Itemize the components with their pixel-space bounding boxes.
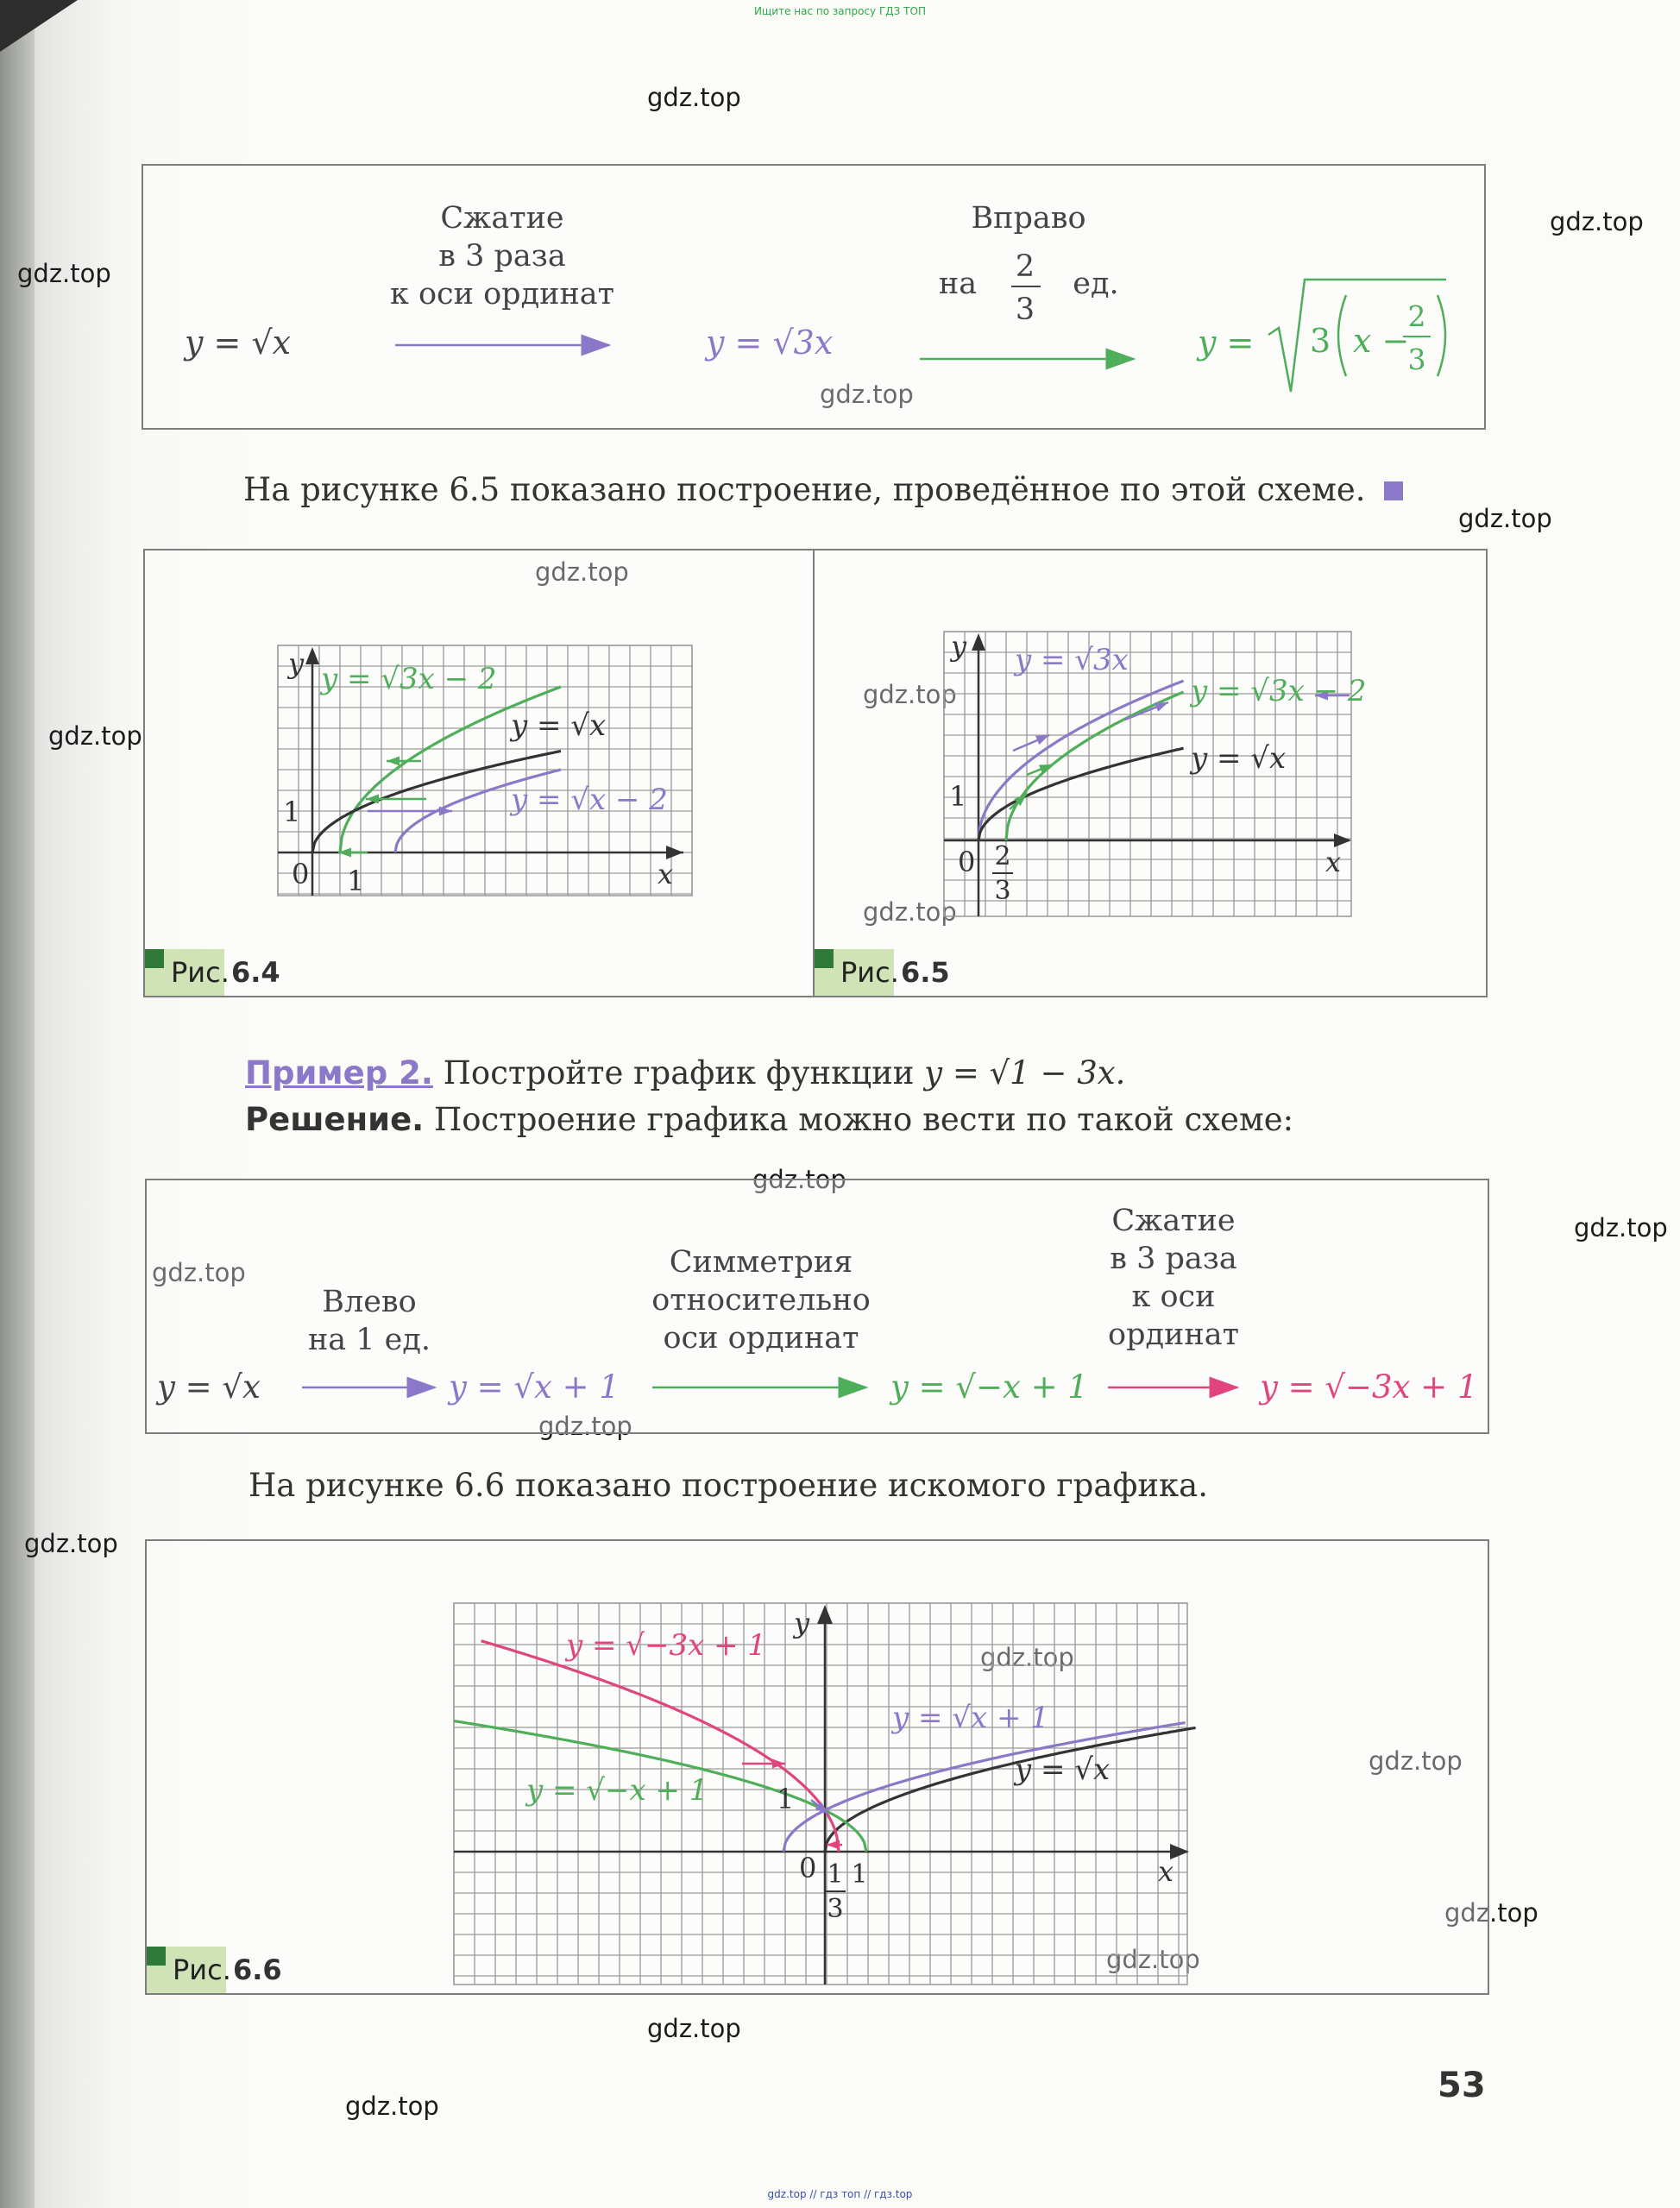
fig65-curve-black (978, 748, 1184, 840)
fig66-caption-pre: Рис. (173, 1953, 231, 1986)
figure-6-6-box (145, 1539, 1489, 1995)
watermark: gdz.top (152, 1258, 246, 1287)
watermark: gdz.top (863, 680, 957, 709)
scheme-1-box (142, 164, 1486, 430)
scheme2-step2-line3: оси ординат (663, 1321, 859, 1356)
fig64-caption-number: 6.4 (231, 956, 280, 989)
fig64-label-green: y = √3x − 2 (321, 662, 497, 696)
fig64-label-purple: y = √x − 2 (511, 783, 668, 817)
fig66-label-green: y = √−x + 1 (526, 1773, 708, 1808)
bottom-note: gdz.top // гдз топ // гдз.top (767, 2188, 913, 2200)
end-of-proof-marker (1384, 481, 1403, 500)
fig64-label-black: y = √x (511, 708, 607, 743)
fig66-label-purple: y = √x + 1 (892, 1701, 1049, 1735)
fig64-y-label: y (288, 647, 305, 680)
fig65-tick-num: 2 (994, 841, 1011, 871)
fig64-tick-y: 1 (283, 796, 301, 828)
example-formula: y = √1 − 3x. (924, 1054, 1126, 1091)
top-note: Ищите нас по запросу ГДЗ ТОП (754, 5, 926, 17)
watermark: gdz.top (48, 721, 142, 751)
watermark: gdz.top (1458, 504, 1552, 533)
watermark: gdz.top (1369, 1746, 1463, 1776)
fig65-tick-y: 1 (949, 780, 967, 813)
scheme1-result-num: 2 (1407, 299, 1426, 333)
solution-line (245, 1101, 1293, 1138)
paragraph-1-text: На рисунке 6.5 показано построение, проведённое по этой схеме. (243, 471, 1366, 508)
fig66-origin: 0 (799, 1852, 817, 1884)
watermark: gdz.top (538, 1412, 632, 1441)
scheme2-step1-line2: на 1 ед. (307, 1323, 431, 1357)
fig66-curve-purple (783, 1723, 1186, 1853)
example-title: Пример 2. (245, 1054, 433, 1091)
watermark: gdz.top (535, 557, 629, 587)
fig64-caption-pre: Рис. (171, 956, 230, 989)
fig64-tick-x: 1 (347, 865, 365, 897)
scheme2-f2: y = √−x + 1 (890, 1368, 1088, 1406)
fig66-y-label: y (794, 1607, 810, 1639)
scheme1-result-3: 3 (1310, 322, 1331, 360)
fig65-label-green: y = √3x − 2 (1191, 674, 1367, 708)
page-number: 53 (1438, 2066, 1486, 2105)
fig65-caption (815, 949, 899, 996)
scheme2-f3: y = √−3x + 1 (1260, 1368, 1478, 1406)
fig65-caption-pre: Рис. (840, 956, 899, 989)
scheme1-step2-den: 3 (1015, 293, 1035, 327)
figure-6-6 (147, 1541, 1488, 1993)
scheme2-step3-line4: ординат (1108, 1318, 1239, 1352)
scheme2-f1: y = √x + 1 (449, 1368, 620, 1406)
fig65-caption-number: 6.5 (901, 956, 950, 989)
solution-text: Построение графика можно вести по такой схеме: (424, 1101, 1294, 1138)
scheme2-step3-line3: к оси (1131, 1280, 1216, 1314)
scheme1-step2-num: 2 (1015, 249, 1035, 284)
fig66-y-arrow (817, 1605, 833, 1624)
watermark: gdz.top (17, 259, 111, 288)
scheme1-step1-line2: в 3 раза (438, 239, 566, 274)
construction-arrowhead (1039, 764, 1053, 774)
fig66-caption (147, 1947, 231, 1993)
fig66-label-pink: y = √−3x + 1 (566, 1628, 767, 1663)
scheme2-step2-line2: относительно (651, 1283, 871, 1318)
scheme1-step2-line1: Вправо (971, 201, 1086, 236)
watermark: gdz.top (1444, 1898, 1538, 1928)
caption-square (145, 949, 164, 968)
scheme2-step2-line1: Симметрия (669, 1245, 853, 1280)
fig66-tick-y: 1 (777, 1783, 795, 1815)
fig64-caption (145, 949, 230, 996)
figures-6-4-6-5-box (143, 549, 1488, 997)
scheme2-start: y = √x (157, 1368, 261, 1406)
construction-arrowhead (1155, 702, 1168, 712)
scheme2-step3-line1: Сжатие (1111, 1204, 1236, 1238)
scheme1-step1-line3: к оси ординат (389, 277, 615, 311)
paragraph-2: На рисунке 6.6 показано построение искомого графика. (249, 1467, 1208, 1504)
watermark: gdz.top (24, 1529, 118, 1558)
fig65-y-arrow (972, 633, 985, 651)
watermark: gdz.top (820, 380, 914, 409)
watermark: gdz.top (980, 1643, 1074, 1672)
solution-label: Решение. (245, 1101, 425, 1138)
fig66-label-black: y = √x (1015, 1752, 1111, 1787)
watermark: gdz.top (1550, 207, 1644, 236)
fig66-caption-number: 6.6 (233, 1953, 282, 1986)
scheme1-step2-unit: ед. (1073, 267, 1119, 301)
fig65-y-label: y (951, 630, 967, 663)
scheme-1-graphic (143, 166, 1484, 428)
fig66-tick-num: 1 (827, 1859, 844, 1890)
watermark: gdz.top (752, 1165, 846, 1194)
fig64-origin: 0 (292, 858, 310, 890)
scheme1-step2-na: на (938, 267, 978, 301)
caption-square (815, 949, 834, 968)
fig66-tick-x: 1 (851, 1859, 868, 1890)
scheme1-start: y = √x (185, 324, 292, 362)
watermark: gdz.top (1106, 1945, 1200, 1974)
scheme1-result-den: 3 (1407, 343, 1426, 376)
figure-6-5 (815, 550, 1484, 996)
scheme1-mid: y = √3x (706, 324, 834, 362)
fig65-x-label: x (1325, 846, 1342, 878)
scheme-2-box (145, 1179, 1489, 1434)
fig65-tick-den: 3 (994, 876, 1011, 906)
paragraph-1 (243, 471, 1403, 508)
watermark: gdz.top (345, 2092, 439, 2121)
caption-square (147, 1947, 166, 1966)
scheme1-paren-right (1438, 295, 1445, 376)
fig65-label-black: y = √x (1191, 741, 1287, 776)
watermark: gdz.top (647, 83, 741, 112)
example-text: Постройте график функции (432, 1054, 925, 1091)
construction-arrowhead (387, 757, 400, 766)
scheme2-step3-line2: в 3 раза (1110, 1242, 1237, 1276)
figure-6-4 (145, 550, 813, 996)
fig65-origin: 0 (958, 846, 976, 878)
watermark: gdz.top (647, 2014, 741, 2043)
watermark: gdz.top (1574, 1213, 1668, 1242)
fig66-tick-den: 3 (827, 1894, 844, 1924)
fig64-y-arrow (305, 647, 319, 664)
fig64-x-label: x (658, 858, 674, 890)
example-2-line (245, 1054, 1125, 1091)
scheme1-result-x: x − (1353, 322, 1410, 360)
fig66-x-label: x (1158, 1855, 1174, 1888)
book-spine-shadow (0, 0, 35, 2208)
scheme2-step1-line1: Влево (322, 1285, 417, 1319)
fig65-label-purple: y = √3x (1015, 643, 1129, 677)
watermark: gdz.top (863, 897, 957, 927)
scheme-2-graphic (147, 1180, 1488, 1432)
scheme1-step1-line1: Сжатие (440, 201, 564, 236)
scheme1-paren-left (1338, 295, 1346, 376)
scheme1-result-y: y = (1198, 324, 1255, 362)
